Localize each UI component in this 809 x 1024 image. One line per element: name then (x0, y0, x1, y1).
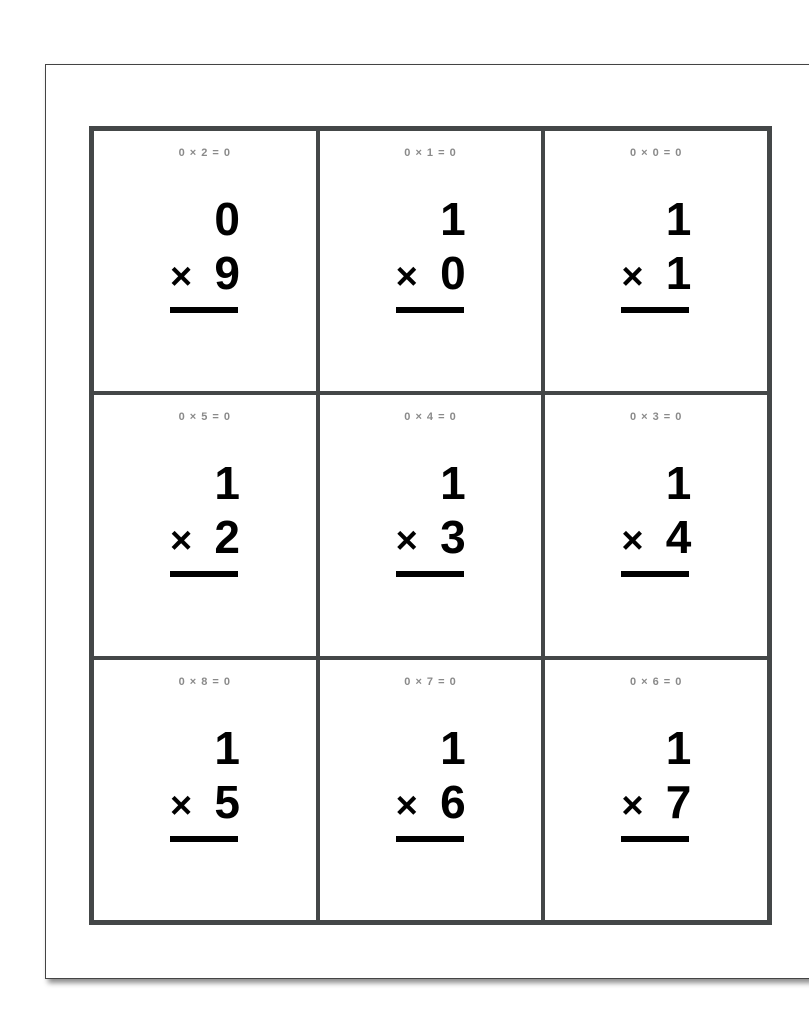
times-sign: × (170, 256, 193, 298)
bottom-number: 7 (665, 775, 692, 828)
bottom-line (621, 247, 691, 303)
bottom-number: 2 (214, 511, 240, 564)
flashcard (320, 395, 542, 655)
bottom-line (396, 511, 466, 567)
times-sign: × (395, 520, 418, 563)
top-number: 1 (665, 193, 692, 245)
flashcard (545, 131, 767, 391)
answer-hint: 0 × 1 = 0 (404, 147, 457, 159)
problem (621, 191, 691, 313)
bottom-line (170, 511, 240, 567)
flashcard (320, 131, 542, 391)
flashcard (94, 660, 316, 920)
times-sign: × (395, 784, 418, 827)
problem (170, 720, 240, 842)
flashcard (94, 131, 316, 391)
answer-rule (621, 571, 689, 577)
top-number: 1 (440, 457, 466, 510)
bottom-line (621, 776, 691, 832)
answer-hint: 0 × 4 = 0 (404, 411, 457, 424)
bottom-line (170, 247, 240, 303)
answer-hint: 0 × 3 = 0 (629, 411, 683, 424)
flashcard (545, 660, 767, 920)
bottom-line (170, 776, 240, 832)
top-number: 1 (214, 721, 240, 774)
answer-hint: 0 × 5 = 0 (178, 411, 232, 424)
answer-rule (396, 307, 464, 313)
times-sign: × (170, 784, 193, 827)
bottom-number: 3 (440, 511, 466, 564)
answer-hint: 0 × 0 = 0 (629, 147, 683, 159)
answer-hint: 0 × 6 = 0 (629, 675, 683, 688)
bottom-number: 9 (214, 247, 240, 299)
flashcard (94, 395, 316, 655)
bottom-number: 6 (440, 775, 466, 828)
answer-rule (396, 571, 464, 577)
bottom-number: 1 (665, 247, 692, 299)
flashcard-grid (89, 126, 772, 925)
problem (621, 455, 691, 577)
answer-rule (170, 836, 238, 842)
answer-rule (170, 307, 238, 313)
bottom-line (396, 247, 466, 303)
bottom-number: 4 (665, 511, 692, 564)
flashcard (545, 395, 767, 655)
bottom-line (396, 776, 466, 832)
answer-hint: 0 × 2 = 0 (178, 147, 232, 159)
top-number: 1 (665, 721, 692, 774)
problem (621, 720, 691, 842)
top-number: 1 (440, 193, 466, 245)
problem (170, 191, 240, 313)
bottom-number: 0 (440, 247, 466, 299)
answer-rule (621, 307, 689, 313)
top-number: 1 (214, 457, 240, 510)
answer-hint: 0 × 7 = 0 (404, 675, 457, 688)
times-sign: × (621, 256, 644, 298)
top-number: 1 (665, 457, 692, 510)
problem (396, 720, 466, 842)
flashcard (320, 660, 542, 920)
times-sign: × (621, 784, 644, 827)
bottom-number: 5 (214, 775, 240, 828)
top-number: 1 (440, 721, 466, 774)
problem (396, 191, 466, 313)
bottom-line (621, 511, 691, 567)
problem (170, 455, 240, 577)
times-sign: × (170, 520, 193, 563)
times-sign: × (395, 256, 418, 298)
answer-rule (621, 836, 689, 842)
top-number: 0 (214, 193, 240, 245)
answer-rule (396, 836, 464, 842)
answer-rule (170, 571, 238, 577)
problem (396, 455, 466, 577)
times-sign: × (621, 520, 644, 563)
answer-hint: 0 × 8 = 0 (178, 675, 232, 688)
